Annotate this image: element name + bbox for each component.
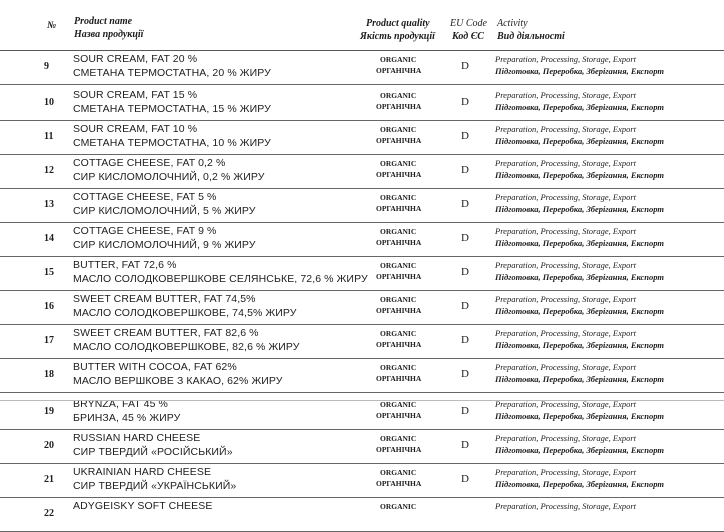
row-number: 17 (44, 335, 54, 346)
product-name-en: SOUR CREAM, FAT 10 % (73, 123, 198, 135)
quality-en: ORGANIC (380, 159, 417, 168)
activity-en: Preparation, Processing, Storage, Export (495, 90, 637, 100)
product-name-en: SWEET CREAM BUTTER, FAT 74,5% (73, 293, 256, 305)
row-number: 18 (44, 369, 54, 380)
quality-en: ORGANIC (380, 329, 417, 338)
header-eu-code-en: EU Code (450, 18, 487, 29)
header-number: № (47, 20, 57, 31)
row-number: 15 (44, 267, 54, 278)
activity-ua: Підготовка, Переробка, Зберігання, Експорт (495, 445, 665, 455)
activity-ua: Підготовка, Переробка, Зберігання, Експорт (495, 66, 665, 76)
row-number: 16 (44, 301, 54, 312)
product-name-en: RUSSIAN HARD CHEESE (73, 432, 201, 444)
header-activity-en: Activity (497, 18, 528, 29)
quality-ua: ОРГАНІЧНА (376, 170, 422, 179)
eu-code: D (461, 334, 469, 346)
quality-en: ORGANIC (380, 261, 417, 270)
eu-code: D (461, 439, 469, 451)
activity-en: Preparation, Processing, Storage, Export (495, 158, 637, 168)
product-name-ua: СИР ТВЕРДИЙ «УКРАЇНСЬКИЙ» (73, 480, 237, 492)
row-number: 14 (44, 233, 54, 244)
table-row (0, 50, 724, 85)
row-number: 19 (44, 406, 54, 417)
page-break-line (0, 400, 724, 401)
activity-en: Preparation, Processing, Storage, Export (495, 294, 637, 304)
quality-ua: ОРГАНІЧНА (376, 445, 422, 454)
product-name-ua: СМЕТАНА ТЕРМОСТАТНА, 15 % ЖИРУ (73, 103, 271, 115)
quality-ua: ОРГАНІЧНА (376, 204, 422, 213)
product-name-ua: СИР КИСЛОМОЛОЧНИЙ, 0,2 % ЖИРУ (73, 171, 265, 183)
activity-en: Preparation, Processing, Storage, Export (495, 362, 637, 372)
product-name-ua: СМЕТАНА ТЕРМОСТАТНА, 20 % ЖИРУ (73, 67, 271, 79)
quality-en: ORGANIC (380, 434, 417, 443)
activity-ua: Підготовка, Переробка, Зберігання, Експорт (495, 479, 665, 489)
table-header (0, 0, 724, 51)
header-activity-ua: Вид діяльності (497, 31, 565, 42)
activity-ua: Підготовка, Переробка, Зберігання, Експорт (495, 238, 665, 248)
activity-ua: Підготовка, Переробка, Зберігання, Експорт (495, 102, 665, 112)
header-quality-ua: Якість продукції (360, 31, 435, 42)
header-product-name-ua: Назва продукції (74, 29, 144, 40)
eu-code: D (461, 198, 469, 210)
product-name-ua: СИР ТВЕРДИЙ «РОСІЙСЬКИЙ» (73, 446, 233, 458)
table-row (0, 290, 724, 325)
product-name-ua: СИР КИСЛОМОЛОЧНИЙ, 5 % ЖИРУ (73, 205, 256, 217)
quality-en: ORGANIC (380, 502, 417, 511)
table-row (0, 222, 724, 257)
table-row (0, 358, 724, 393)
product-name-en: COTTAGE CHEESE, FAT 5 % (73, 191, 217, 203)
product-name-ua: МАСЛО СОЛОДКОВЕРШКОВЕ, 82,6 % ЖИРУ (73, 341, 300, 353)
quality-ua: ОРГАНІЧНА (376, 306, 422, 315)
product-name-en: UKRAINIAN HARD CHEESE (73, 466, 212, 478)
quality-en: ORGANIC (380, 468, 417, 477)
product-name-en: BUTTER, FAT 72,6 % (73, 259, 177, 271)
quality-ua: ОРГАНІЧНА (376, 102, 422, 111)
product-name-en: BUTTER WITH COCOA, FAT 62% (73, 361, 237, 373)
quality-en: ORGANIC (380, 55, 417, 64)
eu-code: D (461, 473, 469, 485)
activity-ua: Підготовка, Переробка, Зберігання, Експорт (495, 204, 665, 214)
product-name-en: COTTAGE CHEESE, FAT 9 % (73, 225, 217, 237)
eu-code: D (461, 164, 469, 176)
activity-en: Preparation, Processing, Storage, Export (495, 501, 637, 511)
activity-en: Preparation, Processing, Storage, Export (495, 54, 637, 64)
eu-code: D (461, 96, 469, 108)
activity-en: Preparation, Processing, Storage, Export (495, 226, 637, 236)
header-product-name-en: Product name (74, 16, 133, 27)
table-row (0, 429, 724, 464)
table-row (0, 120, 724, 155)
table-row (0, 154, 724, 189)
row-number: 20 (44, 440, 54, 451)
quality-en: ORGANIC (380, 91, 417, 100)
quality-ua: ОРГАНІЧНА (376, 272, 422, 281)
activity-en: Preparation, Processing, Storage, Export (495, 399, 637, 409)
eu-code: D (461, 130, 469, 142)
row-number: 12 (44, 165, 54, 176)
product-name-ua: МАСЛО ВЕРШКОВЕ З КАКАО, 62% ЖИРУ (73, 375, 283, 387)
quality-en: ORGANIC (380, 363, 417, 372)
product-name-ua: БРИНЗА, 45 % ЖИРУ (73, 412, 181, 424)
activity-ua: Підготовка, Переробка, Зберігання, Експорт (495, 340, 665, 350)
product-name-ua: МАСЛО СОЛОДКОВЕРШКОВЕ, 74,5% ЖИРУ (73, 307, 297, 319)
product-name-en: SWEET CREAM BUTTER, FAT 82,6 % (73, 327, 259, 339)
row-number: 21 (44, 474, 54, 485)
table-row (0, 497, 724, 532)
product-name-en: BRYNZA, FAT 45 % (73, 398, 168, 410)
eu-code: D (461, 368, 469, 380)
activity-en: Preparation, Processing, Storage, Export (495, 260, 637, 270)
product-name-en: COTTAGE CHEESE, FAT 0,2 % (73, 157, 226, 169)
product-name-en: ADYGEISKY SOFT CHEESE (73, 500, 213, 512)
quality-en: ORGANIC (380, 125, 417, 134)
activity-ua: Підготовка, Переробка, Зберігання, Експорт (495, 374, 665, 384)
quality-en: ORGANIC (380, 295, 417, 304)
activity-en: Preparation, Processing, Storage, Export (495, 124, 637, 134)
activity-ua: Підготовка, Переробка, Зберігання, Експорт (495, 136, 665, 146)
quality-ua: ОРГАНІЧНА (376, 411, 422, 420)
quality-ua: ОРГАНІЧНА (376, 136, 422, 145)
header-quality-en: Product quality (366, 18, 430, 29)
activity-en: Preparation, Processing, Storage, Export (495, 192, 637, 202)
row-number: 11 (44, 131, 54, 142)
eu-code: D (461, 60, 469, 72)
quality-en: ORGANIC (380, 227, 417, 236)
activity-ua: Підготовка, Переробка, Зберігання, Експорт (495, 272, 665, 282)
table-row (0, 188, 724, 223)
table-row (0, 324, 724, 359)
product-name-ua: СИР КИСЛОМОЛОЧНИЙ, 9 % ЖИРУ (73, 239, 256, 251)
quality-ua: ОРГАНІЧНА (376, 340, 422, 349)
header-eu-code-ua: Код ЄС (452, 31, 484, 42)
eu-code: D (461, 232, 469, 244)
product-name-ua: МАСЛО СОЛОДКОВЕРШКОВЕ СЕЛЯНСЬКЕ, 72,6 % ЖИРУ (73, 273, 368, 285)
row-number: 22 (44, 508, 54, 519)
quality-ua: ОРГАНІЧНА (376, 238, 422, 247)
table-row (0, 86, 724, 121)
quality-ua: ОРГАНІЧНА (376, 66, 422, 75)
activity-ua: Підготовка, Переробка, Зберігання, Експорт (495, 170, 665, 180)
eu-code: D (461, 405, 469, 417)
quality-en: ORGANIC (380, 193, 417, 202)
activity-ua: Підготовка, Переробка, Зберігання, Експорт (495, 411, 665, 421)
row-number: 13 (44, 199, 54, 210)
activity-en: Preparation, Processing, Storage, Export (495, 328, 637, 338)
row-number: 10 (44, 97, 54, 108)
activity-ua: Підготовка, Переробка, Зберігання, Експорт (495, 306, 665, 316)
table-row (0, 256, 724, 291)
product-name-ua: СМЕТАНА ТЕРМОСТАТНА, 10 % ЖИРУ (73, 137, 271, 149)
activity-en: Preparation, Processing, Storage, Export (495, 433, 637, 443)
quality-ua: ОРГАНІЧНА (376, 479, 422, 488)
eu-code: D (461, 266, 469, 278)
eu-code: D (461, 300, 469, 312)
activity-en: Preparation, Processing, Storage, Export (495, 467, 637, 477)
quality-en: ORGANIC (380, 400, 417, 409)
quality-ua: ОРГАНІЧНА (376, 374, 422, 383)
product-name-en: SOUR CREAM, FAT 15 % (73, 89, 198, 101)
product-name-en: SOUR CREAM, FAT 20 % (73, 53, 198, 65)
row-number: 9 (44, 61, 49, 72)
table-row (0, 463, 724, 498)
